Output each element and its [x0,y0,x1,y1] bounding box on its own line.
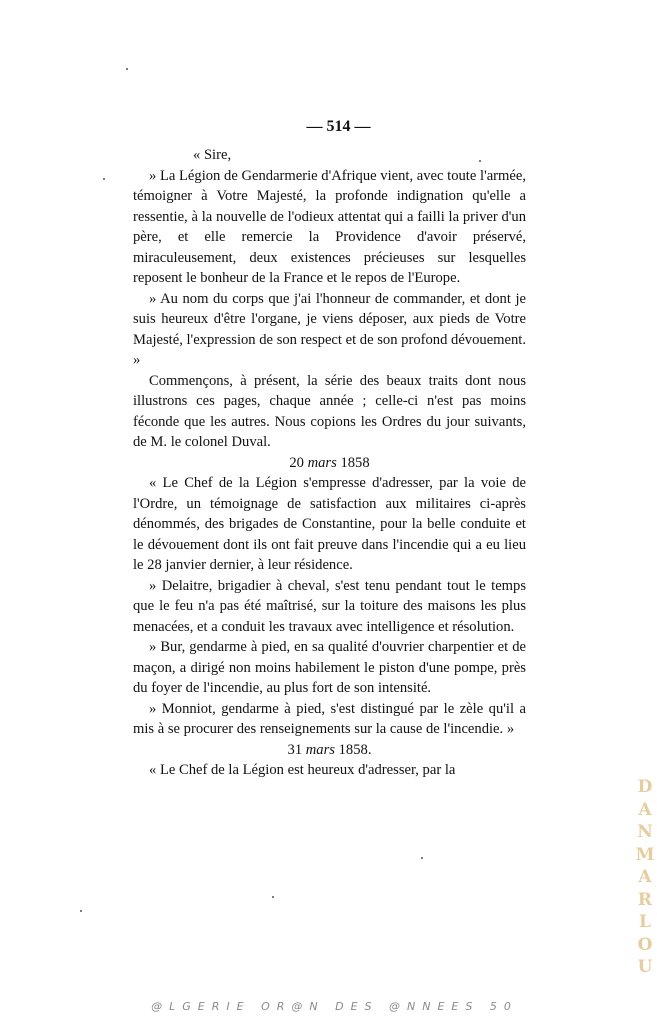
watermark-letter: D [637,777,653,797]
body-text [133,145,526,781]
salutation: « Sire, [193,147,232,163]
date-heading: 31 mars 1858. [287,741,372,758]
paragraph: « Le Chef de la Légion est heureux d'adresser, par la [149,762,456,778]
paragraph: » Delaitre, brigadier à cheval, s'est tenu pendant tout le temps que le feu n'a pas été maîtrisé, sur la toiture des maisons les plus menacées, et a conduit les travaux avec intelligence et résolution. [133,577,526,635]
paragraph: Commençons, à présent, la série des beaux traits dont nous illustrons ces pages, chaque année ; celle-ci n'est pas moins féconde que les autres. Nous copions les Ordres du jour suivants, de M. le colonel Duval. [133,372,526,450]
scan-speck [126,68,128,70]
scan-speck [103,178,105,180]
paragraph: » Monniot, gendarme à pied, s'est distingué par le zèle qu'il a mis à se procurer des renseignements sur la cause de l'incendie. » [133,700,526,737]
footer-watermark: @LGERIE OR@N DES @NNEES 50 [151,1000,518,1013]
scan-speck [272,896,274,898]
watermark-letter: U [637,957,653,977]
paragraph: « Le Chef de la Légion s'empresse d'adresser, par la voie de l'Ordre, un témoignage de satisfaction aux militaires ci-après dénommés, des brigades de Constantine, pour la belle conduite et le dévouement dont ils ont fait preuve dans l'incendie qui a eu lieu le 28 janvier dernier, à leur résidence. [133,475,526,573]
watermark-letter: R [637,889,653,910]
watermark-letter: O [637,934,653,955]
watermark-letter: A [638,867,652,887]
paragraph: » Bur, gendarme à pied, en sa qualité d'ouvrier charpentier et de maçon, a dirigé non moins habilement le piston d'une pompe, près du foyer de l'incendie, au plus fort de son intensité. [133,639,526,696]
scan-speck [421,857,423,859]
scan-speck [80,910,82,912]
vertical-watermark [633,776,657,979]
date-heading: 20 mars 1858 [289,454,370,471]
watermark-letter: L [639,912,651,932]
watermark-letter: N [637,822,653,842]
scan-speck [479,160,481,162]
paragraph: » La Légion de Gendarmerie d'Afrique vient, avec toute l'armée, témoigner à Votre Majesté, la profonde indignation qu'elle a ressentie, à la nouvelle de l'odieux attentat qui a failli la priver d'un père, et elle remercie la Providence d'avoir préservé, miraculeusement, deux existences précieuses sur lesquelles reposent le bonheur de la France et le repos de l'Europe. [133,167,526,286]
paragraph: » Au nom du corps que j'ai l'honneur de commander, et dont je suis heureux d'être l'organe, je viens déposer, aux pieds de Votre Majesté, l'expression de son respect et de son profond dévouement. » [133,290,526,368]
watermark-letter: M [635,844,655,865]
page-number: — 514 — [306,118,371,135]
watermark-letter: A [638,799,652,820]
